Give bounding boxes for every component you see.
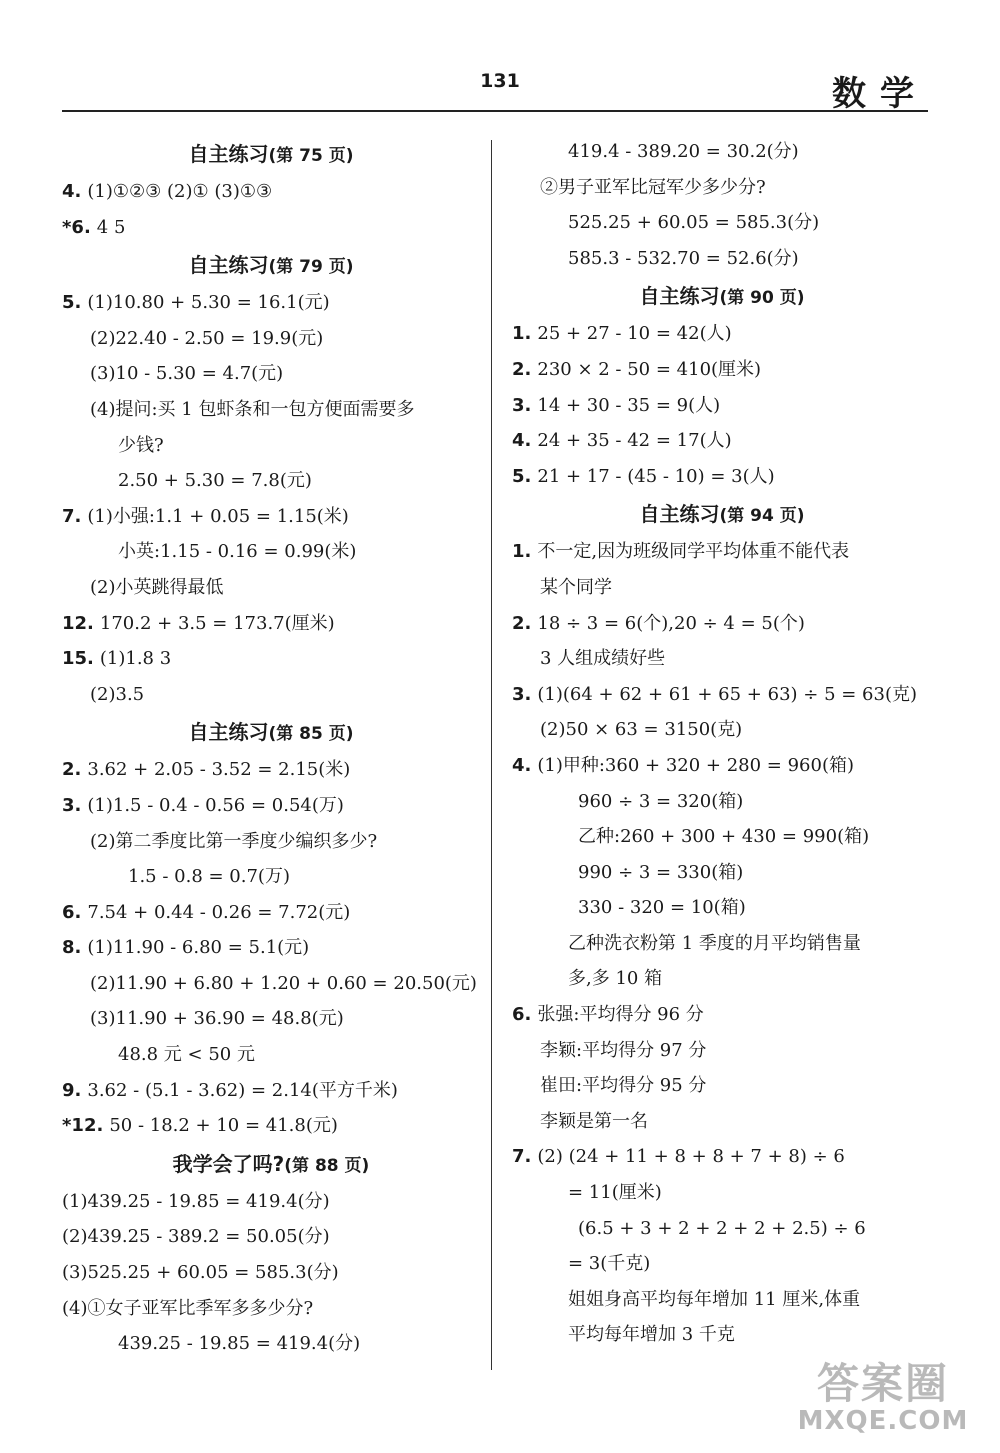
answer-line <box>62 895 480 931</box>
answer-line <box>62 677 480 713</box>
answer-text: 419.4 - 389.20 = 30.2(分) <box>568 141 799 162</box>
answer-line <box>512 1139 932 1175</box>
answer-line <box>62 1108 480 1144</box>
watermark <box>788 1361 978 1435</box>
answer-text: (1)439.25 - 19.85 = 419.4(分) <box>62 1190 330 1212</box>
answer-line <box>512 784 932 820</box>
page-number: 131 <box>480 70 520 92</box>
answer-text: (2)第二季度比第一季度少编织多少? <box>90 830 378 852</box>
watermark-site: MXQE.COM <box>797 1406 969 1436</box>
answer-line <box>512 570 932 606</box>
answer-line <box>62 641 480 677</box>
column-divider <box>491 140 492 1370</box>
answer-line <box>62 428 480 464</box>
answer-line <box>512 748 932 784</box>
answer-text: (6.5 + 3 + 2 + 2 + 2 + 2.5) ÷ 6 <box>578 1217 866 1239</box>
answer-text: 崔田:平均得分 95 分 <box>540 1075 707 1097</box>
left-column <box>62 134 480 1362</box>
answer-text: 多,多 10 箱 <box>568 968 663 990</box>
subject-title: 数学 <box>832 74 928 114</box>
answer-line <box>62 1073 480 1109</box>
section-title-text: 自主练习 <box>639 502 720 527</box>
answer-text: (2)439.25 - 389.2 = 50.05(分) <box>62 1226 330 1248</box>
answer-line <box>512 890 932 926</box>
answer-line <box>62 824 480 860</box>
answer-text: (1)11.90 - 6.80 = 5.1(元) <box>87 937 310 959</box>
answer-text: (3)11.90 + 36.90 = 48.8(元) <box>90 1008 344 1030</box>
answer-text: (1)10.80 + 5.30 = 16.1(元) <box>87 292 330 314</box>
section-page-ref: (第 94 页) <box>719 506 805 527</box>
answer-line <box>512 459 932 495</box>
answer-text: 48.8 元 < 50 元 <box>118 1044 255 1066</box>
section-page-ref: (第 75 页) <box>268 146 354 166</box>
section-title <box>62 247 480 283</box>
answer-line <box>62 210 480 246</box>
question-number: 3. <box>62 794 82 816</box>
answer-text: 3 人组成绩好些 <box>540 648 666 670</box>
answer-line <box>512 134 932 170</box>
answer-line <box>62 1255 480 1291</box>
answer-text: 乙种洗衣粉第 1 季度的月平均销售量 <box>568 932 861 954</box>
answer-text: 2.50 + 5.30 = 7.8(元) <box>118 470 312 492</box>
answer-text: 439.25 - 19.85 = 419.4(分) <box>118 1333 361 1355</box>
answer-line <box>512 352 932 388</box>
answer-text: 少钱? <box>118 434 164 456</box>
answer-line <box>512 855 932 891</box>
answer-text: (2)3.5 <box>90 683 145 705</box>
answer-line <box>62 930 480 966</box>
question-number: 7. <box>62 505 82 527</box>
answer-line <box>512 1175 932 1211</box>
answer-line <box>62 463 480 499</box>
answer-text: (1)1.5 - 0.4 - 0.56 = 0.54(万) <box>87 794 344 816</box>
answer-text: 某个同学 <box>540 576 612 598</box>
answer-text: (4)提问:买 1 包虾条和一包方便面需要多 <box>90 398 415 420</box>
section-title-text: 自主练习 <box>188 142 269 166</box>
answer-text: 李颖是第一名 <box>540 1110 648 1132</box>
answer-line <box>62 285 480 321</box>
answer-text: 525.25 + 60.05 = 585.3(分) <box>568 212 820 234</box>
answer-text: 1.5 - 0.8 = 0.7(万) <box>128 866 290 888</box>
answer-text: (4)①女子亚军比季军多多少分? <box>62 1297 314 1319</box>
answer-line <box>62 1037 480 1073</box>
answer-text: 585.3 - 532.70 = 52.6(分) <box>568 247 799 269</box>
section-page-ref: (第 88 页) <box>284 1155 370 1176</box>
question-number: 5. <box>62 292 82 314</box>
question-number: 1. <box>512 323 532 345</box>
answer-line <box>62 606 480 642</box>
section-title-text: 我学会了吗? <box>172 1151 285 1176</box>
answer-text: 230 × 2 - 50 = 410(厘米) <box>537 358 762 380</box>
header-rule <box>62 110 928 112</box>
answer-text: 50 - 18.2 + 10 = 41.8(元) <box>109 1115 338 1137</box>
question-number: 4. <box>512 430 532 452</box>
question-number: 15. <box>62 648 94 670</box>
question-number: 1. <box>512 541 532 563</box>
answer-line <box>512 205 932 241</box>
section-title <box>62 136 480 172</box>
answer-text: 25 + 27 - 10 = 42(人) <box>537 323 732 345</box>
answer-line <box>512 997 932 1033</box>
answer-text: 7.54 + 0.44 - 0.26 = 7.72(元) <box>87 901 351 923</box>
answer-text: (1)(64 + 62 + 61 + 65 + 63) ÷ 5 = 63(克) <box>537 683 917 705</box>
answer-line <box>62 1001 480 1037</box>
answer-line <box>62 752 480 788</box>
question-number: 8. <box>62 937 82 959</box>
answer-line <box>512 1317 932 1353</box>
section-page-ref: (第 79 页) <box>268 257 354 278</box>
answer-text: 990 ÷ 3 = 330(箱) <box>578 861 744 883</box>
section-title-text: 自主练习 <box>188 253 269 278</box>
answer-text: 14 + 30 - 35 = 9(人) <box>537 394 721 416</box>
answer-line <box>512 926 932 962</box>
answer-text: ②男子亚军比冠军少多少分? <box>540 176 766 198</box>
answer-line <box>62 392 480 428</box>
answer-line <box>62 356 480 392</box>
answer-text: (2)小英跳得最低 <box>90 576 224 598</box>
right-column <box>512 134 932 1353</box>
question-number: *6. <box>62 216 91 238</box>
question-number: 3. <box>512 394 532 416</box>
question-number: 6. <box>62 901 82 923</box>
answer-text: 4 5 <box>96 216 126 238</box>
answer-text: (1)甲种:360 + 320 + 280 = 960(箱) <box>537 754 854 776</box>
answer-text: (2)11.90 + 6.80 + 1.20 + 0.60 = 20.50(元) <box>90 972 477 994</box>
answer-line <box>512 961 932 997</box>
answer-text: (3)10 - 5.30 = 4.7(元) <box>90 363 284 385</box>
answer-line <box>62 1184 480 1220</box>
answer-line <box>512 1033 932 1069</box>
answer-text: 24 + 35 - 42 = 17(人) <box>537 430 732 452</box>
watermark-logo-text: 答案圈 <box>816 1359 949 1408</box>
section-title <box>512 278 932 314</box>
section-page-ref: (第 90 页) <box>719 288 805 309</box>
question-number: 9. <box>62 1079 82 1101</box>
answer-line <box>62 1326 480 1362</box>
answer-text: 小英:1.15 - 0.16 = 0.99(米) <box>118 541 357 563</box>
section-title <box>62 714 480 750</box>
section-page-ref: (第 85 页) <box>268 724 354 745</box>
answer-text: 3.62 + 2.05 - 3.52 = 2.15(米) <box>87 759 351 781</box>
answer-text: (2)22.40 - 2.50 = 19.9(元) <box>90 327 324 349</box>
question-number: 2. <box>512 612 532 634</box>
answer-text: 960 ÷ 3 = 320(箱) <box>578 790 744 812</box>
answer-text: (1)小强:1.1 + 0.05 = 1.15(米) <box>87 505 349 527</box>
question-number: 6. <box>512 1004 532 1026</box>
answer-text: 张强:平均得分 96 分 <box>537 1004 704 1026</box>
answer-line <box>512 1104 932 1140</box>
answer-line <box>512 1282 932 1318</box>
answer-line <box>512 423 932 459</box>
answer-text: = 3(千克) <box>568 1253 651 1275</box>
answer-line <box>512 170 932 206</box>
answer-line <box>62 966 480 1002</box>
answer-text: (1)①②③ (2)① (3)①③ <box>87 181 273 202</box>
answer-text: 330 - 320 = 10(箱) <box>578 897 746 919</box>
answer-line <box>62 1219 480 1255</box>
answer-text: 李颖:平均得分 97 分 <box>540 1039 707 1061</box>
answer-line <box>62 570 480 606</box>
question-number: 5. <box>512 465 532 487</box>
answer-line <box>512 606 932 642</box>
answer-line <box>512 1246 932 1282</box>
answer-line <box>512 712 932 748</box>
answer-text: (2)50 × 63 = 3150(克) <box>540 719 743 741</box>
answer-text: 姐姐身高平均每年增加 11 厘米,体重 <box>568 1288 861 1310</box>
question-number: 7. <box>512 1146 532 1168</box>
answer-line <box>512 388 932 424</box>
answer-line <box>62 534 480 570</box>
answer-line <box>62 499 480 535</box>
answer-text: (1)1.8 3 <box>99 648 172 670</box>
answer-line <box>512 819 932 855</box>
answer-line <box>512 677 932 713</box>
answer-text: = 11(厘米) <box>568 1182 662 1204</box>
question-number: 3. <box>512 683 532 705</box>
section-title <box>512 496 932 532</box>
answer-line <box>62 174 480 210</box>
answer-line <box>62 788 480 824</box>
answer-line <box>62 859 480 895</box>
section-title-text: 自主练习 <box>188 720 269 745</box>
answer-text: 平均每年增加 3 千克 <box>568 1324 735 1346</box>
answer-text: 3.62 - (5.1 - 3.62) = 2.14(平方千米) <box>87 1079 398 1101</box>
answer-line <box>512 316 932 352</box>
answer-line <box>62 321 480 357</box>
question-number: 2. <box>62 759 82 781</box>
section-title <box>62 1146 480 1182</box>
answer-text: 18 ÷ 3 = 6(个),20 ÷ 4 = 5(个) <box>537 612 805 634</box>
question-number: 12. <box>62 612 94 634</box>
answer-text: 乙种:260 + 300 + 430 = 990(箱) <box>578 826 870 848</box>
answer-line <box>512 1211 932 1247</box>
section-title-text: 自主练习 <box>639 284 720 309</box>
question-number: 4. <box>512 754 532 776</box>
answer-text: (3)525.25 + 60.05 = 585.3(分) <box>62 1262 339 1284</box>
question-number: 2. <box>512 358 532 380</box>
answer-text: (2) (24 + 11 + 8 + 8 + 7 + 8) ÷ 6 <box>537 1146 845 1168</box>
answer-line <box>62 1291 480 1327</box>
answer-text: 不一定,因为班级同学平均体重不能代表 <box>537 541 850 563</box>
answer-line <box>512 641 932 677</box>
answer-line <box>512 1068 932 1104</box>
answer-text: 21 + 17 - (45 - 10) = 3(人) <box>537 465 775 487</box>
answer-line <box>512 241 932 277</box>
answer-text: 170.2 + 3.5 = 173.7(厘米) <box>99 612 335 634</box>
answer-line <box>512 534 932 570</box>
question-number: *12. <box>62 1115 104 1137</box>
question-number: 4. <box>62 181 82 202</box>
